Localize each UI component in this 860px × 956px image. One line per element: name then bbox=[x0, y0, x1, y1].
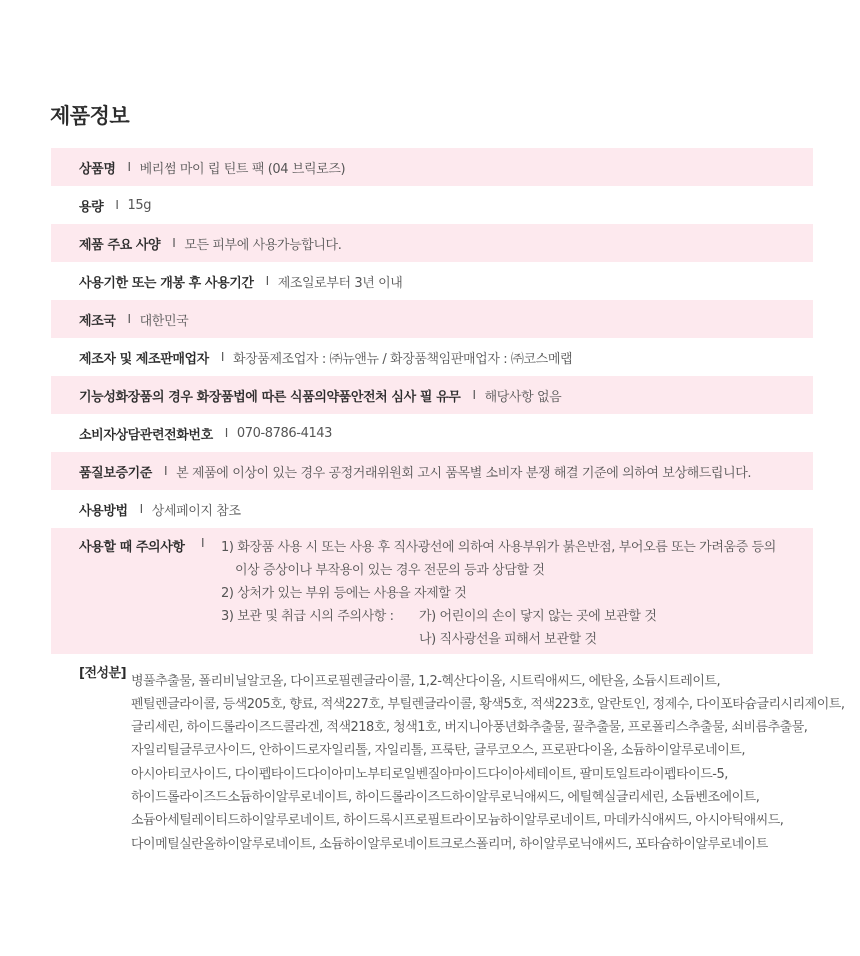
ingredients-line: 아시아티코사이드, 다이펩타이드다이아미노부티로일벤질아마이드다이아세테이트, 팔미토일트라이펩타이드-5, bbox=[131, 767, 728, 782]
row-value: 15g bbox=[127, 197, 152, 213]
info-row-functional-review bbox=[51, 376, 813, 414]
caution-line: 이상 증상이나 부작용이 있는 경우 전문의 등과 상담할 것 bbox=[235, 563, 545, 578]
row-value: 베리썸 마이 립 틴트 팩 (04 브릭로즈) bbox=[139, 161, 346, 177]
info-row-quality-guarantee bbox=[51, 452, 813, 490]
info-row-phone bbox=[51, 414, 813, 452]
info-row-volume bbox=[51, 186, 813, 224]
row-value: 본 제품에 이상이 있는 경우 공정거래위원회 고시 품목별 소비자 분쟁 해결 기준에 의하여 보상해드립니다. bbox=[176, 465, 752, 481]
row-label: 제조국 bbox=[79, 313, 116, 329]
row-value: 해당사항 없음 bbox=[484, 389, 562, 405]
row-separator: I bbox=[224, 426, 228, 440]
row-label: 제조자 및 제조판매업자 bbox=[79, 351, 209, 367]
row-label: 사용방법 bbox=[79, 503, 128, 519]
ingredients-line: 하이드롤라이즈드소듐하이알루로네이트, 하이드롤라이즈드하이알루로닉애씨드, 에틸헥실글리세린, 소듐벤조에이트, bbox=[131, 790, 760, 805]
caution-label: 사용할 때 주의사항 bbox=[79, 540, 185, 555]
row-value: 상세페이지 참조 bbox=[151, 503, 241, 519]
row-separator: I bbox=[163, 464, 168, 478]
info-row-country bbox=[51, 300, 813, 338]
row-separator: I bbox=[115, 198, 119, 212]
page-title: 제품정보 bbox=[50, 104, 130, 128]
caution-line: 2) 상처가 있는 부위 등에는 사용을 자제할 것 bbox=[221, 586, 467, 601]
row-label: 품질보증기준 bbox=[79, 465, 152, 481]
caution-line: 가) 어린이의 손이 닿지 않는 곳에 보관할 것 bbox=[419, 609, 657, 624]
row-label: 기능성화장품의 경우 화장품법에 따른 식품의약품안전처 심사 필 유무 bbox=[79, 389, 461, 405]
ingredients-line: 자일리틸글루코사이드, 안하이드로자일리톨, 자일리톨, 프룩탄, 글루코오스, 프로판다이올, 소듐하이알루로네이트, bbox=[131, 743, 745, 758]
row-value: 대한민국 bbox=[139, 313, 189, 329]
row-value: 070-8786-4143 bbox=[236, 425, 333, 441]
info-row-expiry bbox=[51, 262, 813, 300]
row-label: 제품 주요 사양 bbox=[79, 237, 161, 253]
row-separator: I bbox=[472, 388, 476, 402]
ingredients-line: 펜틸렌글라이콜, 등색205호, 향료, 적색227호, 부틸렌글라이콜, 황색5호, 적색223호, 알란토인, 정제수, 다이포타슘글리시리제이트, bbox=[131, 697, 845, 712]
row-separator: I bbox=[220, 350, 224, 364]
info-row-main-spec bbox=[51, 224, 813, 262]
ingredients-label: [전성분] bbox=[79, 666, 127, 681]
row-separator: I bbox=[172, 236, 176, 250]
ingredients-line: 소듐아세틸레이티드하이알루로네이트, 하이드록시프로필트라이모늄하이알루로네이트, 마데카식애씨드, 아시아틱애씨드, bbox=[131, 813, 784, 828]
ingredients-line: 다이메틸실란올하이알루로네이트, 소듐하이알루로네이트크로스폴리머, 하이알루로닉애씨드, 포타슘하이알루로네이트 bbox=[131, 837, 768, 852]
product-info-table bbox=[51, 148, 813, 654]
row-label: 상품명 bbox=[79, 161, 116, 177]
row-value: 모든 피부에 사용가능합니다. bbox=[184, 237, 342, 253]
info-row-manufacturer bbox=[51, 338, 813, 376]
info-row-caution bbox=[51, 528, 813, 654]
row-label: 소비자상담관련전화번호 bbox=[79, 427, 213, 443]
row-separator: I bbox=[265, 274, 269, 288]
info-row-product-name bbox=[51, 148, 813, 186]
row-separator: I bbox=[127, 160, 131, 174]
row-separator: I bbox=[127, 312, 131, 326]
caution-line: 1) 화장품 사용 시 또는 사용 후 직사광선에 의하여 사용부위가 붉은반점, 부어오름 또는 가려움증 등의 bbox=[221, 540, 776, 555]
row-label: 사용기한 또는 개봉 후 사용기간 bbox=[79, 275, 254, 291]
row-value: 화장품제조업자 : ㈜뉴앤뉴 / 화장품책임판매업자 : ㈜코스메랩 bbox=[232, 351, 573, 367]
ingredients-line: 병풀추출물, 폴리비닐알코올, 다이프로필렌글라이콜, 1,2-헥산다이올, 시트릭애씨드, 에탄올, 소듐시트레이트, bbox=[131, 674, 721, 689]
row-separator: I bbox=[201, 536, 205, 550]
row-separator: I bbox=[139, 502, 143, 516]
ingredients-line: 글리세린, 하이드롤라이즈드콜라겐, 적색218호, 청색1호, 버지니아풍년화추출물, 꿀추출물, 프로폴리스추출물, 쇠비름추출물, bbox=[131, 720, 808, 735]
row-label: 용량 bbox=[79, 199, 104, 215]
row-value: 제조일로부터 3년 이내 bbox=[277, 275, 403, 291]
caution-line: 3) 보관 및 취급 시의 주의사항 : bbox=[221, 609, 394, 624]
info-row-usage bbox=[51, 490, 813, 528]
caution-line: 나) 직사광선을 피해서 보관할 것 bbox=[419, 632, 597, 647]
